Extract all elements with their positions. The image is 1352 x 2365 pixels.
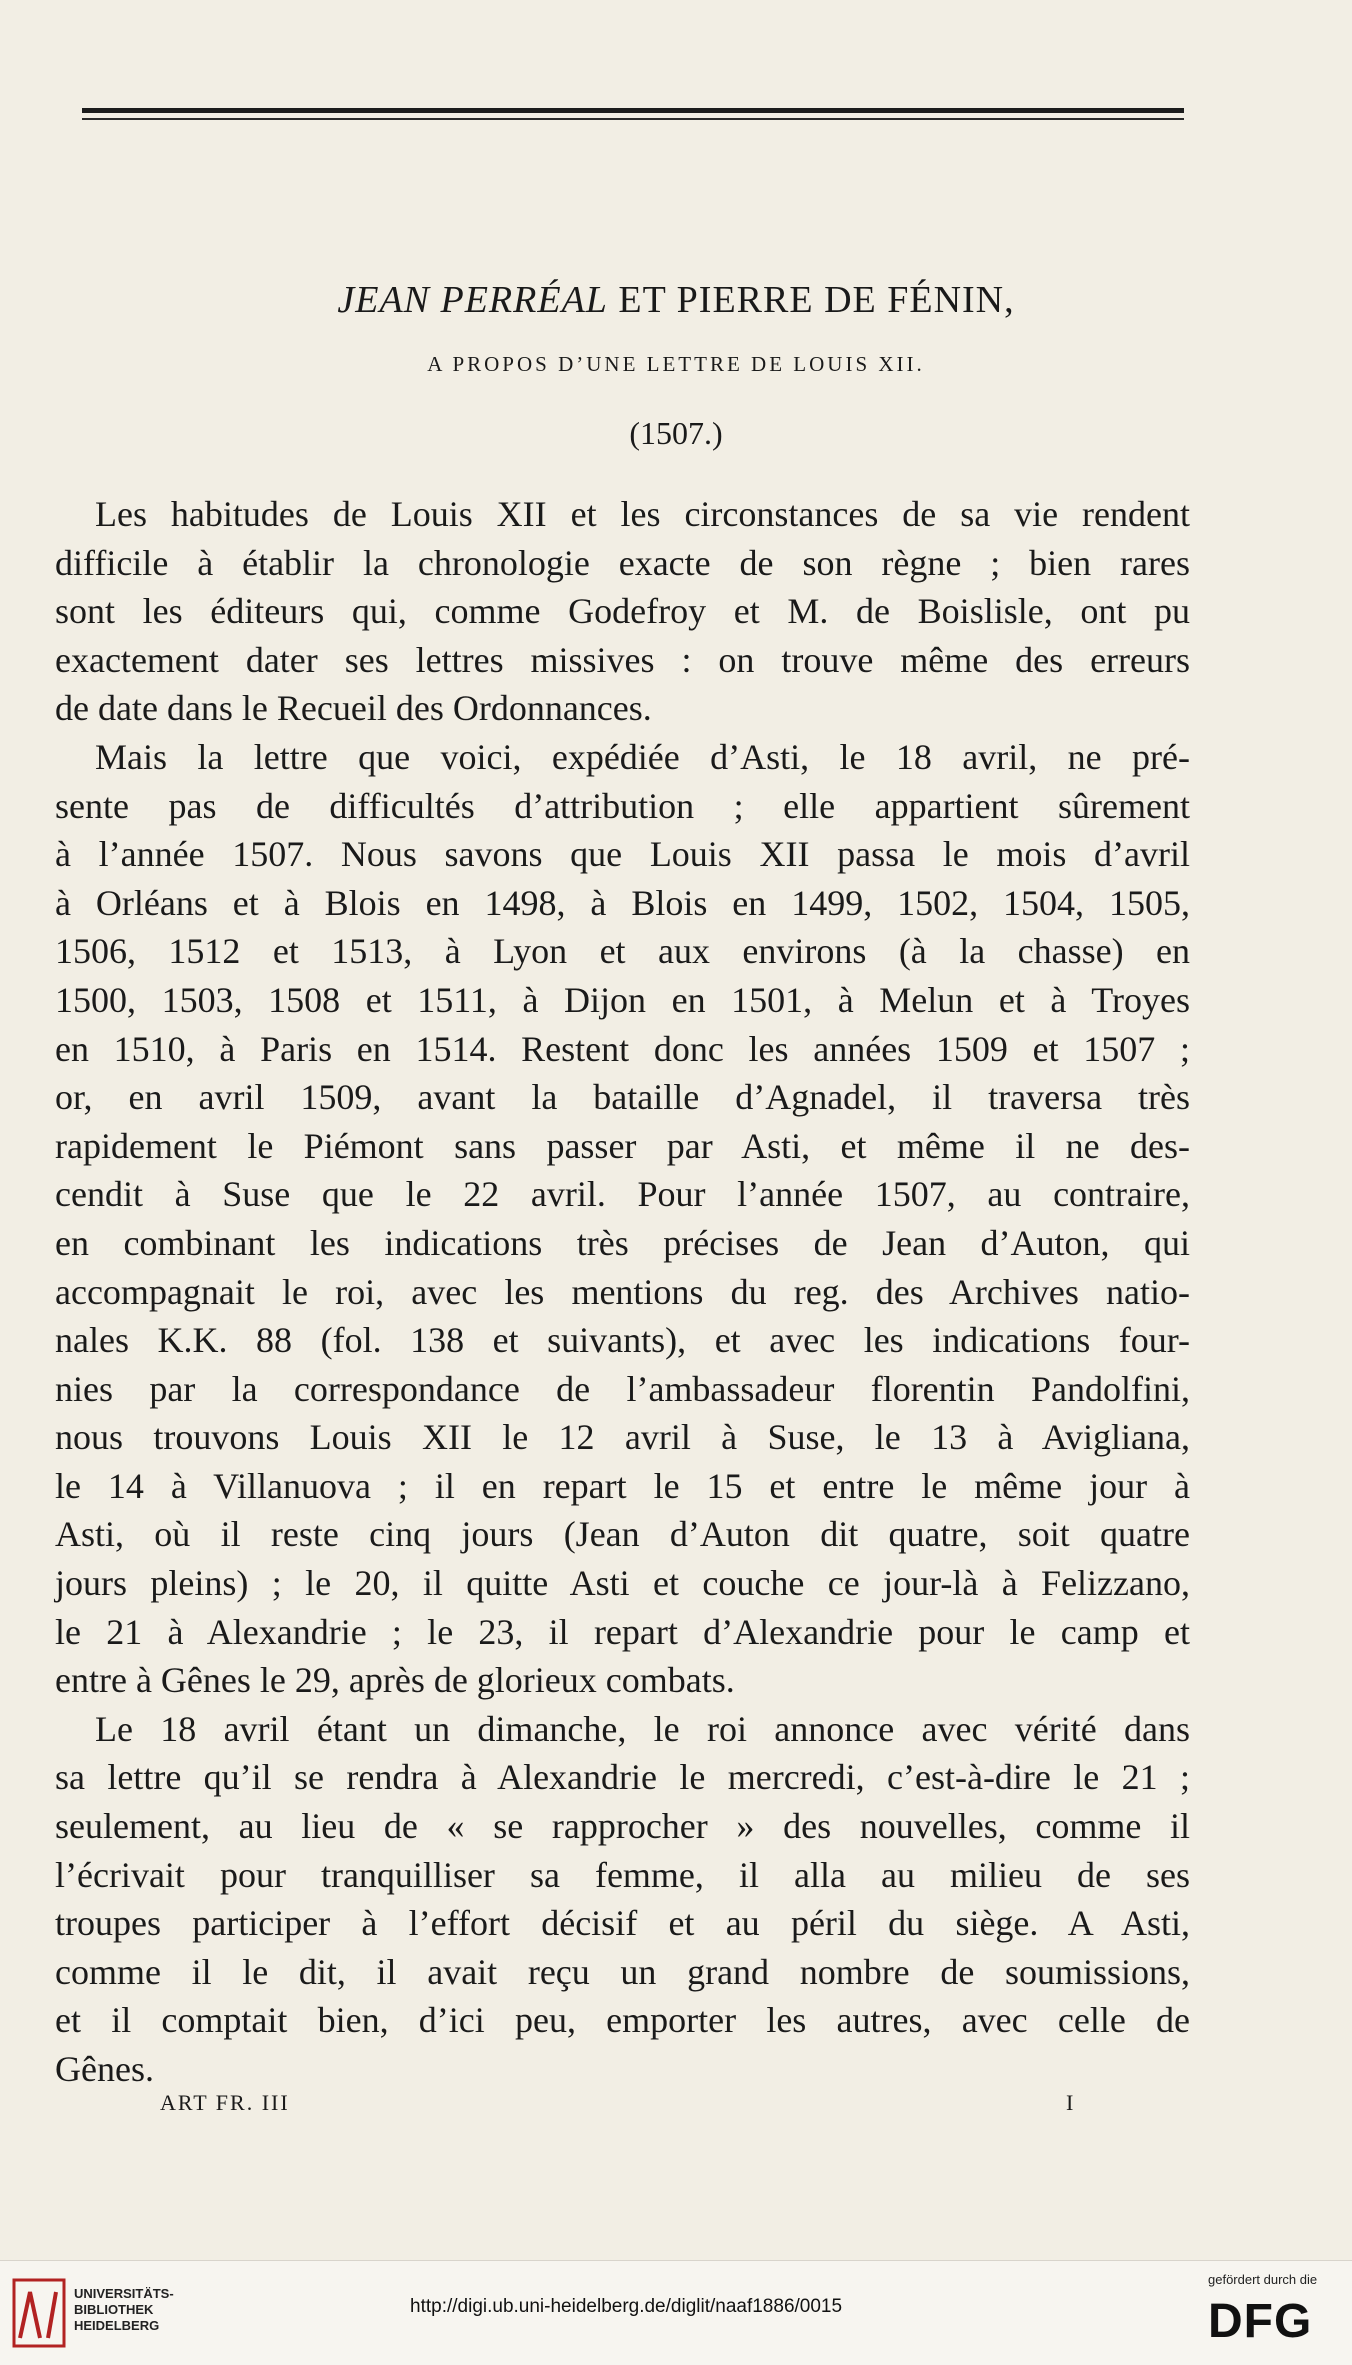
paragraph	[55, 490, 1190, 733]
text-line: accompagnait le roi, avec les mentions du reg. des Archives natio-	[55, 1271, 1190, 1312]
text-line: difficile à établir la chronologie exacte de son règne ; bien rares	[55, 542, 1190, 583]
text-line: entre à Gênes le 29, après de glorieux combats.	[55, 1660, 735, 1701]
institution-line-3: HEIDELBERG	[74, 2318, 160, 2333]
article-body	[55, 490, 1190, 2094]
article-subtitle: A PROPOS D’UNE LETTRE DE LOUIS XII.	[427, 352, 925, 376]
text-line: de date dans le Recueil des Ordonnances.	[55, 688, 652, 729]
text-line: nies par la correspondance de l’ambassadeur florentin Pandolfini,	[55, 1368, 1190, 1409]
article-title	[60, 278, 1292, 322]
text-line: Asti, où il reste cinq jours (Jean d’Auton dit quatre, soit quatre	[55, 1514, 1190, 1555]
title-italic-part: JEAN PERRÉAL	[337, 279, 608, 321]
title-rest: ET PIERRE DE FÉNIN,	[607, 279, 1015, 321]
text-line: or, en avril 1509, avant la bataille d’Agnadel, il traversa très	[55, 1077, 1190, 1118]
text-line: Le 18 avril étant un dimanche, le roi annonce avec vérité dans	[95, 1708, 1190, 1749]
text-line: Les habitudes de Louis XII et les circonstances de sa vie rendent	[95, 494, 1190, 534]
text-line: comme il le dit, il avait reçu un grand nombre de soumissions,	[55, 1951, 1190, 1992]
text-line: 1506, 1512 et 1513, à Lyon et aux environs (à la chasse) en	[55, 931, 1190, 972]
text-line: en combinant les indications très précises de Jean d’Auton, qui	[55, 1222, 1190, 1263]
page-signature: ART FR. III	[160, 2090, 290, 2115]
text-line: sente pas de difficultés d’attribution ; elle appartient sûrement	[55, 785, 1190, 826]
text-line: rapidement le Piémont sans passer par Asti, et même il ne des-	[55, 1125, 1190, 1166]
text-line: et il comptait bien, d’ici peu, emporter les autres, avec celle de	[55, 2000, 1190, 2041]
text-line: à Orléans et à Blois en 1498, à Blois en 1499, 1502, 1504, 1505,	[55, 882, 1190, 923]
funded-by-label: gefördert durch die	[1208, 2272, 1318, 2287]
text-line: Mais la lettre que voici, expédiée d’Asti, le 18 avril, ne pré-	[95, 736, 1190, 777]
text-line: sa lettre qu’il se rendra à Alexandrie le mercredi, c’est-à-dire le 21 ;	[55, 1757, 1190, 1798]
text-line: à l’année 1507. Nous savons que Louis XII passa le mois d’avril	[55, 834, 1190, 875]
dfg-logo: DFG	[1208, 2295, 1313, 2348]
page-number: I	[1066, 2090, 1074, 2115]
text-line: Gênes.	[55, 2049, 154, 2089]
institution-line-2: BIBLIOTHEK	[74, 2302, 154, 2317]
text-line: en 1510, à Paris en 1514. Restent donc les années 1509 et 1507 ;	[55, 1028, 1190, 1069]
institution-name	[74, 2286, 174, 2334]
text-line: exactement dater ses lettres missives : on trouve même des erreurs	[55, 639, 1190, 680]
text-line: le 14 à Villanuova ; il en repart le 15 et entre le même jour à	[55, 1465, 1190, 1506]
text-line: 1500, 1503, 1508 et 1511, à Dijon en 1501, à Melun et à Troyes	[55, 979, 1190, 1020]
text-line: troupes participer à l’effort décisif et au péril du siège. A Asti,	[55, 1903, 1190, 1944]
header-rule-thin	[82, 118, 1184, 120]
university-library-logo-icon	[12, 2278, 66, 2348]
paragraph	[55, 1705, 1190, 2094]
header-rule-thick	[82, 108, 1184, 113]
text-line: le 21 à Alexandrie ; le 23, il repart d’Alexandrie pour le camp et	[55, 1611, 1190, 1652]
article-year: (1507.)	[629, 415, 723, 451]
text-line: nous trouvons Louis XII le 12 avril à Suse, le 13 à Avigliana,	[55, 1417, 1190, 1458]
source-url-link[interactable]: http://digi.ub.uni-heidelberg.de/diglit/naaf1886/0015	[410, 2296, 843, 2317]
text-line: seulement, au lieu de « se rapprocher » des nouvelles, comme il	[55, 1806, 1190, 1847]
institution-line-1: UNIVERSITÄTS-	[74, 2286, 174, 2301]
text-line: l’écrivait pour tranquilliser sa femme, il alla au milieu de ses	[55, 1854, 1190, 1895]
text-line: sont les éditeurs qui, comme Godefroy et M. de Boislisle, ont pu	[55, 591, 1190, 632]
text-line: cendit à Suse que le 22 avril. Pour l’année 1507, au contraire,	[55, 1174, 1190, 1215]
text-line: nales K.K. 88 (fol. 138 et suivants), et avec les indications four-	[55, 1320, 1190, 1361]
paragraph	[55, 733, 1190, 1705]
text-line: jours pleins) ; le 20, il quitte Asti et couche ce jour-là à Felizzano,	[55, 1563, 1190, 1604]
